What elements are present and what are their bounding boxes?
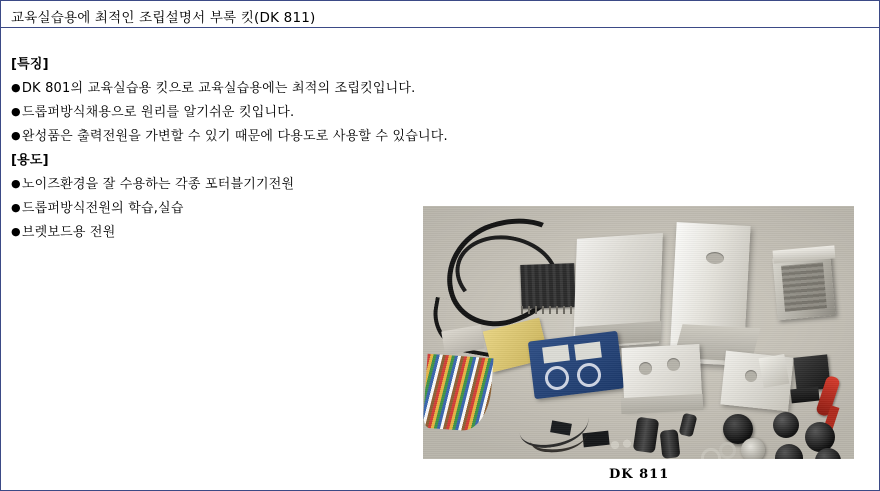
bullet-marker-icon: ● — [11, 105, 21, 118]
chassis-right-hole — [745, 370, 757, 382]
use-bullet-3 — [11, 221, 294, 240]
photo-background — [423, 206, 854, 459]
use-bullet-1 — [11, 173, 294, 192]
bullet-marker-icon: ● — [11, 201, 21, 214]
bullet-marker-icon: ● — [11, 177, 21, 190]
use-bullet-1-text: 노이즈환경을 잘 수용하는 각종 포터블기기전원 — [21, 177, 295, 192]
feature-bullet-1 — [11, 77, 448, 96]
washer-1 — [701, 448, 721, 459]
use-bullet-3-text: 브렛보드용 전원 — [21, 225, 116, 240]
document-title-bar — [1, 1, 879, 28]
electrolytic-capacitor-2 — [660, 429, 681, 459]
transformer-core — [781, 262, 827, 311]
section-features — [11, 53, 448, 149]
bullet-marker-icon: ● — [11, 129, 21, 142]
feature-bullet-3 — [11, 125, 448, 144]
knob-1 — [773, 412, 799, 438]
pcb-window-right — [574, 341, 602, 360]
feature-bullet-3-text: 완성품은 출력전원을 가변할 수 있기 때문에 다용도로 사용할 수 있습니다. — [21, 129, 448, 144]
kit-parts-photo — [423, 206, 854, 459]
section-uses — [11, 149, 294, 245]
blue-pcb-panel — [528, 331, 624, 400]
switch-block — [759, 354, 790, 388]
pin-header-legs — [521, 306, 575, 314]
ribbon-wire-bundle — [423, 354, 494, 432]
potentiometer — [741, 438, 765, 459]
pin-header — [520, 263, 576, 309]
use-bullet-2-text: 드롭퍼방식전원의 학습,실습 — [21, 201, 184, 216]
black-component — [790, 387, 819, 404]
use-bullet-2 — [11, 197, 294, 216]
bullet-marker-icon: ● — [11, 225, 21, 238]
pcb-window-left — [542, 344, 570, 363]
section-uses-heading: [용도] — [11, 153, 49, 168]
chassis-center-hole-left — [639, 362, 652, 375]
chassis-center-lip — [621, 394, 704, 414]
page-title: 교육실습용에 최적인 조립설명서 부록 킷(DK 811) — [11, 10, 316, 26]
electrolytic-capacitor-3 — [679, 413, 698, 438]
bullet-marker-icon: ● — [11, 81, 21, 94]
feature-bullet-2 — [11, 101, 448, 120]
section-features-heading: [특징] — [11, 57, 49, 72]
knob-3 — [775, 444, 803, 459]
figure-caption: DK 811 — [609, 467, 670, 482]
chassis-center-hole-right — [667, 358, 680, 371]
feature-bullet-2-text: 드롭퍼방식채용으로 원리를 알기쉬운 킷입니다. — [21, 105, 295, 120]
screw-set — [609, 438, 639, 452]
washer-2 — [719, 442, 736, 459]
feature-bullet-1-text: DK 801의 교육실습용 킷으로 교육실습용에는 최적의 조립킷입니다. — [21, 81, 416, 96]
thin-wire-2 — [530, 418, 588, 455]
